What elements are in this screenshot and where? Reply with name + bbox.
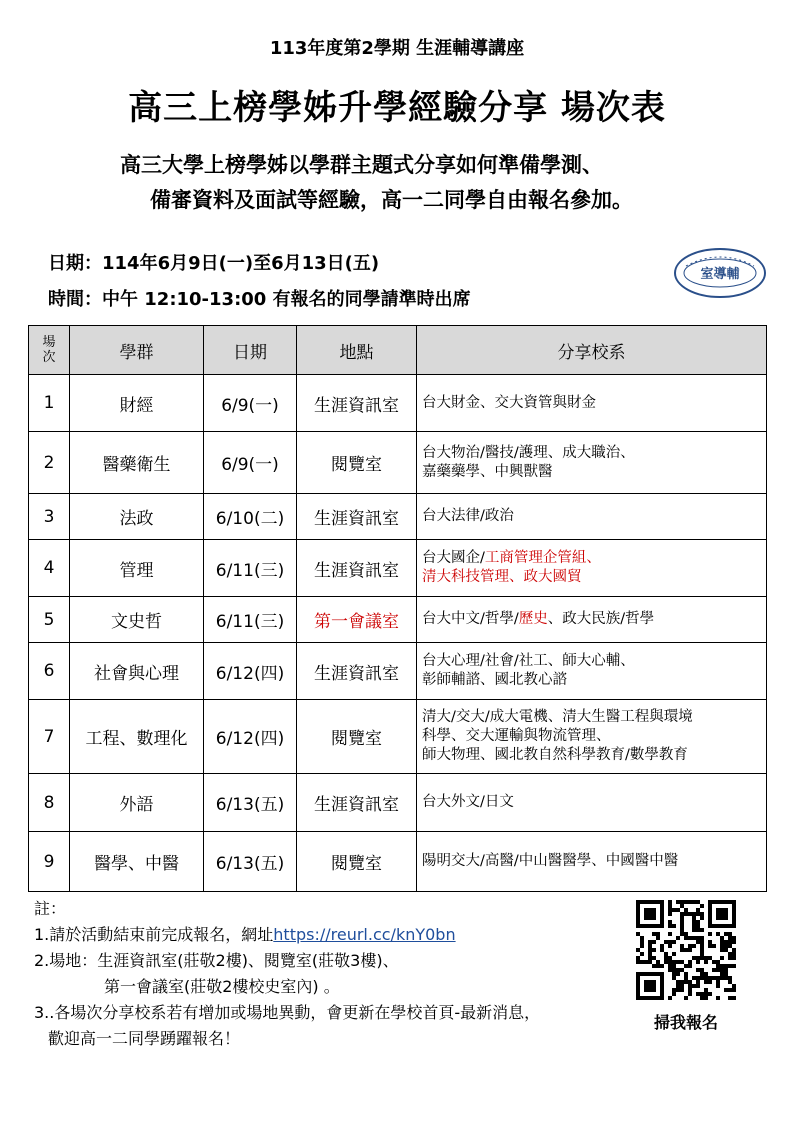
schools-segment: 嘉藥藥學、中興獸醫 [422, 463, 553, 480]
schools-line [422, 610, 766, 629]
session-number: 4 [29, 540, 70, 597]
sharing-schools [417, 774, 767, 832]
header-schools: 分享校系 [417, 326, 767, 375]
study-group: 醫藥衛生 [70, 432, 204, 494]
session-date: 6/12(四) [204, 643, 297, 700]
note-3-line-1: 3..各場次分享校系若有增加或場地異動，會更新在學校首頁-最新消息， [34, 1003, 541, 1022]
session-date: 6/13(五) [204, 832, 297, 892]
schools-segment: 科學、交大運輸與物流管理、 [422, 728, 611, 744]
intro-line-2: 備審資料及面試等經驗，高一二同學自由報名參加。 [150, 188, 633, 212]
schedule-table [28, 325, 767, 892]
registration-link[interactable]: https://reurl.cc/knY0bn [273, 925, 456, 944]
schools-segment: 清大/交大/成大電機、清大生醫工程與環境 [422, 709, 693, 725]
note-2-line-2: 第一會議室(莊敬2樓校史室內) 。 [104, 977, 340, 996]
notes-section [34, 896, 540, 1052]
session-date: 6/9(一) [204, 432, 297, 494]
note-3-line-2: 歡迎高一二同學踴躍報名！ [48, 1029, 241, 1048]
schools-line [422, 671, 766, 690]
schools-segment: 師大物理、國北教自然科學教育/數學教育 [422, 747, 688, 763]
page-title: 高三上榜學姊升學經驗分享 場次表 [128, 88, 666, 128]
schools-line [422, 652, 766, 671]
event-subtitle: 113年度第2學期 生涯輔導講座 [269, 38, 525, 59]
schools-line [422, 507, 766, 526]
header-group: 學群 [70, 326, 204, 375]
header-date: 日期 [204, 326, 297, 375]
schools-segment: 台大財金、交大資管與財金 [422, 394, 596, 411]
study-group: 社會與心理 [70, 643, 204, 700]
sharing-schools [417, 432, 767, 494]
schools-segment: 、政大民族/哲學 [547, 611, 655, 627]
session-number: 2 [29, 432, 70, 494]
study-group: 文史哲 [70, 597, 204, 643]
header-location: 地點 [297, 326, 417, 375]
session-location: 生涯資訊室 [297, 643, 417, 700]
sharing-schools [417, 540, 767, 597]
qr-label: 掃我報名 [653, 1013, 718, 1032]
sharing-schools [417, 375, 767, 432]
schools-segment: 彰師輔諮、國北教心諮 [422, 672, 567, 688]
schools-line [422, 444, 766, 463]
schools-segment: 台大法律/政治 [422, 508, 514, 524]
sharing-schools [417, 700, 767, 774]
study-group: 管理 [70, 540, 204, 597]
session-date: 6/11(三) [204, 597, 297, 643]
sharing-schools [417, 494, 767, 540]
schools-segment: 台大中文/哲學/ [422, 611, 519, 627]
note-1 [34, 922, 540, 948]
table-row [29, 643, 767, 700]
table-header-row [29, 326, 767, 375]
session-number: 9 [29, 832, 70, 892]
sharing-schools [417, 597, 767, 643]
session-location: 閱覽室 [297, 432, 417, 494]
table-row [29, 540, 767, 597]
schools-segment: 台大物治/醫技/護理、成大職治、 [422, 444, 635, 461]
session-number: 1 [29, 375, 70, 432]
schools-line [422, 394, 766, 413]
study-group: 財經 [70, 375, 204, 432]
notes-label: 註： [34, 899, 67, 918]
session-number: 5 [29, 597, 70, 643]
schools-segment: 台大外文/日文 [422, 794, 514, 810]
study-group: 工程、數理化 [70, 700, 204, 774]
schools-segment: 陽明交大/高醫/中山醫醫學、中國醫中醫 [422, 853, 679, 869]
schools-segment: 歷史 [518, 611, 548, 627]
schools-line [422, 549, 766, 568]
session-date: 6/10(二) [204, 494, 297, 540]
note-1-text: 1.請於活動結束前完成報名，網址 [34, 925, 274, 944]
sharing-schools [417, 832, 767, 892]
table-row [29, 375, 767, 432]
table-row [29, 832, 767, 892]
schools-segment: 台大國企/ [422, 550, 485, 566]
study-group: 法政 [70, 494, 204, 540]
note-2-line-1: 2.場地：生涯資訊室(莊敬2樓)、閱覽室(莊敬3樓)、 [34, 951, 399, 970]
session-number: 7 [29, 700, 70, 774]
table-row [29, 700, 767, 774]
study-group: 外語 [70, 774, 204, 832]
schools-line [422, 727, 766, 746]
registration-qr-code[interactable] [636, 900, 736, 1000]
table-row [29, 597, 767, 643]
stamp-text: 室導輔 [700, 267, 740, 282]
schools-line [422, 852, 766, 871]
event-date: 日期：114年6月9日(一)至6月13日(五) [48, 253, 380, 274]
schools-line [422, 463, 766, 482]
schools-line [422, 746, 766, 765]
session-date: 6/11(三) [204, 540, 297, 597]
session-location: 第一會議室 [297, 597, 417, 643]
session-location: 生涯資訊室 [297, 375, 417, 432]
session-location: 生涯資訊室 [297, 774, 417, 832]
schools-segment: 清大科技管理、政大國貿 [422, 569, 582, 585]
sharing-schools [417, 643, 767, 700]
schools-segment: 工商管理企管組、 [484, 550, 601, 566]
table-row [29, 432, 767, 494]
schools-segment: 台大心理/社會/社工、師大心輔、 [422, 653, 635, 669]
session-date: 6/13(五) [204, 774, 297, 832]
session-location: 閱覽室 [297, 700, 417, 774]
study-group: 醫學、中醫 [70, 832, 204, 892]
session-location: 閱覽室 [297, 832, 417, 892]
session-location: 生涯資訊室 [297, 540, 417, 597]
session-number: 8 [29, 774, 70, 832]
table-row [29, 774, 767, 832]
session-number: 6 [29, 643, 70, 700]
session-date: 6/9(一) [204, 375, 297, 432]
session-location: 生涯資訊室 [297, 494, 417, 540]
session-number: 3 [29, 494, 70, 540]
table-row [29, 494, 767, 540]
event-time: 時間：中午 12:10-13:00 有報名的同學請準時出席 [48, 289, 471, 310]
session-date: 6/12(四) [204, 700, 297, 774]
header-session: 場 次 [29, 326, 70, 375]
schools-line [422, 793, 766, 812]
intro-line-1: 高三大學上榜學姊以學群主題式分享如何準備學測、 [120, 153, 603, 177]
schools-line [422, 568, 766, 587]
counseling-office-stamp [672, 246, 768, 300]
schools-line [422, 708, 766, 727]
